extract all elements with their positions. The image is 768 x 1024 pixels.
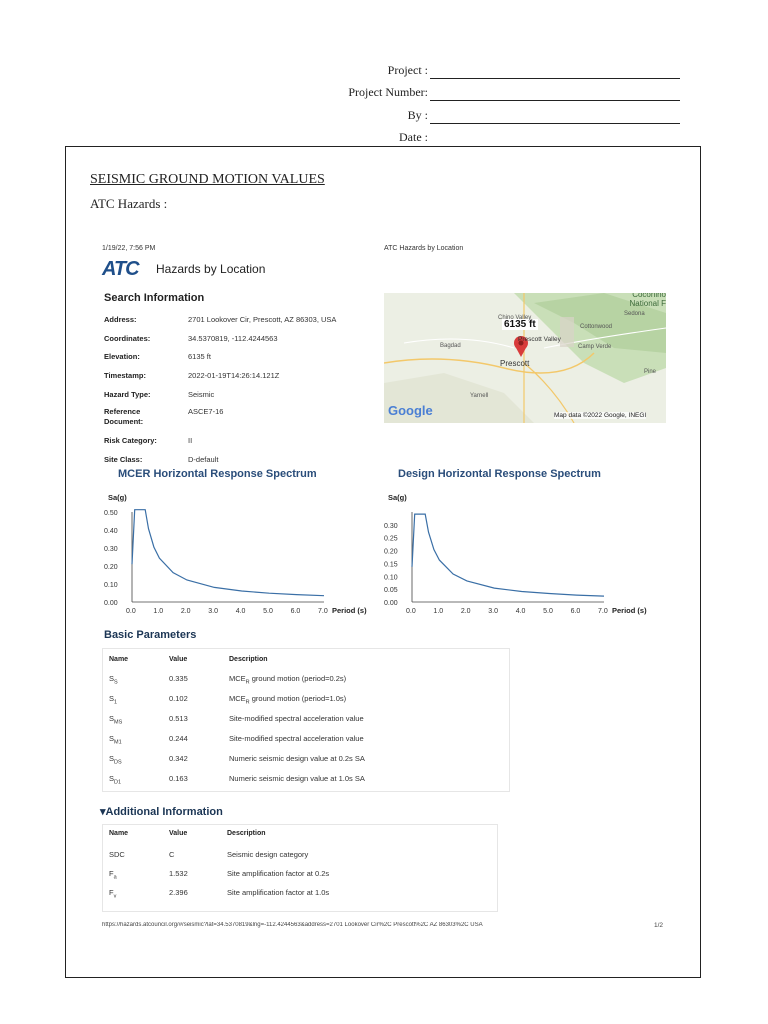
y-tick-label: 0.00 — [104, 600, 118, 607]
x-tick-label: 4.0 — [515, 608, 526, 615]
x-tick-label: 7.0 — [598, 608, 608, 615]
param-desc: Numeric seismic design value at 1.0s SA — [229, 774, 365, 783]
param-name: $F_v$ — [109, 888, 117, 900]
map-place: Bagdad — [440, 343, 461, 349]
col-header-name: Name — [109, 656, 129, 663]
design-chart-title: Design Horizontal Response Spectrum — [398, 468, 601, 480]
param-name: $F_a$ — [109, 869, 117, 881]
additional-info-toggle[interactable]: ▾Additional Information — [100, 806, 223, 818]
x-tick-label: 2.0 — [460, 608, 471, 615]
x-tick-label: 1.0 — [153, 608, 164, 615]
field-value: ASCE7-16 — [188, 407, 224, 416]
field-label: Hazard Type: — [104, 390, 151, 399]
y-tick-label: 0.15 — [384, 561, 398, 569]
report-datetime: 1/19/22, 7:56 PM — [102, 245, 156, 252]
x-tick-label: 5.0 — [263, 608, 273, 615]
footer-page-number: 1/2 — [654, 922, 664, 929]
y-tick-label: 0.05 — [384, 587, 398, 595]
param-desc: Seismic design category — [227, 850, 309, 859]
y-tick-label: 0.10 — [104, 582, 118, 589]
date-label: Date : — [399, 130, 428, 144]
param-value: 2.396 — [169, 888, 188, 897]
field-label: Elevation: — [104, 352, 140, 361]
col-header-description: Description — [229, 656, 268, 663]
y-tick-label: 0.30 — [104, 546, 118, 553]
field-label: Coordinates: — [104, 334, 151, 343]
map-place: Coconino National F — [629, 293, 666, 308]
param-desc: Site-modified spectral acceleration value — [229, 714, 364, 723]
atc-logo: ATC — [102, 258, 139, 280]
param-desc: $MCE_R$ ground motion (period=0.2s) — [229, 674, 347, 686]
param-name: $S_{MS}$ — [109, 714, 123, 726]
map-place: Prescott — [500, 359, 530, 368]
y-tick-label: 0.40 — [104, 528, 118, 535]
field-value: 2022-01-19T14:26:14.121Z — [188, 371, 280, 380]
report-page-header: ATC Hazards by Location — [384, 245, 464, 252]
mcer-chart-title: MCER Horizontal Response Spectrum — [118, 468, 317, 480]
param-value: 1.532 — [169, 869, 188, 878]
map-place: Pine — [644, 369, 657, 375]
y-tick-label: 0.30 — [384, 522, 398, 530]
param-name: $S_{M1}$ — [109, 734, 122, 746]
field-value: 34.5370819, -112.4244563 — [188, 334, 278, 343]
map-place: Camp Verde — [578, 344, 612, 350]
additional-info-table — [102, 824, 498, 912]
field-label: Risk Category: — [104, 436, 157, 445]
location-map[interactable] — [384, 293, 666, 423]
field-value: 6135 ft — [188, 352, 211, 361]
param-name: $S_{DS}$ — [109, 754, 122, 766]
param-name: SDC — [109, 850, 125, 859]
y-tick-label: 0.10 — [384, 574, 398, 582]
x-tick-label: 3.0 — [208, 608, 219, 615]
y-tick-label: 0.00 — [384, 600, 398, 607]
field-label: Site Class: — [104, 455, 143, 464]
x-axis-label: Period (s) — [612, 606, 647, 615]
x-tick-label: 0.0 — [126, 608, 136, 615]
map-place: Chino Valley — [498, 315, 532, 321]
x-tick-label: 3.0 — [488, 608, 499, 615]
map-attribution: Map data ©2022 Google, INEGI — [554, 412, 647, 419]
spectrum-line — [132, 510, 324, 596]
field-label: Timestamp: — [104, 371, 146, 380]
param-desc: $MCE_R$ ground motion (period=1.0s) — [229, 694, 347, 706]
search-info-title: Search Information — [104, 292, 205, 304]
project-number-field[interactable] — [430, 100, 680, 101]
y-axis-label: Sa(g) — [108, 493, 127, 502]
param-name: $S_S$ — [109, 674, 118, 686]
y-tick-label: 0.50 — [104, 510, 118, 517]
x-tick-label: 0.0 — [406, 608, 416, 615]
field-value: D-default — [188, 455, 219, 464]
param-desc: Site amplification factor at 1.0s — [227, 888, 330, 897]
y-tick-label: 0.20 — [384, 548, 398, 556]
param-value: 0.244 — [169, 734, 188, 743]
spectrum-line — [412, 514, 604, 596]
by-field[interactable] — [430, 123, 680, 124]
y-axis-label: Sa(g) — [388, 493, 407, 502]
y-tick-label: 0.25 — [384, 535, 398, 543]
param-value: 0.163 — [169, 774, 188, 783]
project-field[interactable] — [430, 78, 680, 79]
footer-url[interactable]: https://hazards.atcouncil.org/#/seismic?lat=34.5370819&lng=-112.4244563&address=2701 Lookover Cir%2C Prescott%2C AZ 86303%2C USA — [102, 922, 483, 928]
param-name: $S_1$ — [109, 694, 118, 706]
col-header-name: Name — [109, 830, 129, 837]
design-chart — [376, 488, 666, 618]
y-tick-label: 0.20 — [104, 564, 118, 571]
param-value: C — [169, 850, 175, 859]
col-header-value: Value — [169, 656, 188, 663]
google-logo: Google — [388, 403, 433, 418]
x-axis-label: Period (s) — [332, 606, 367, 615]
x-tick-label: 7.0 — [318, 608, 328, 615]
map-elevation-label: 6135 ft — [504, 319, 536, 330]
col-header-value: Value — [169, 830, 188, 837]
field-value: Seismic — [188, 390, 215, 399]
field-label: Address: — [104, 315, 137, 324]
doc-subtitle: ATC Hazards : — [90, 196, 168, 211]
field-label: Reference Document: — [104, 407, 144, 426]
map-place: Prescott Valley — [518, 336, 561, 343]
mcer-chart — [96, 488, 386, 618]
logo-caption: Hazards by Location — [156, 262, 266, 276]
doc-title: SEISMIC GROUND MOTION VALUES — [90, 172, 325, 187]
x-tick-label: 5.0 — [543, 608, 553, 615]
field-value: II — [188, 436, 193, 445]
map-place: Yarnell — [470, 393, 489, 399]
x-tick-label: 6.0 — [290, 608, 301, 615]
x-tick-label: 1.0 — [433, 608, 444, 615]
col-header-description: Description — [227, 830, 266, 837]
map-place: Sedona — [624, 311, 645, 317]
param-desc: Site amplification factor at 0.2s — [227, 869, 330, 878]
param-desc: Site-modified spectral acceleration value — [229, 734, 364, 743]
map-place: Cottonwood — [580, 324, 613, 330]
field-value: 2701 Lookover Cir, Prescott, AZ 86303, USA — [188, 315, 337, 324]
param-desc: Numeric seismic design value at 0.2s SA — [229, 754, 365, 763]
project-number-label: Project Number: — [348, 85, 428, 99]
x-tick-label: 2.0 — [180, 608, 191, 615]
basic-params-table — [102, 648, 510, 792]
param-value: 0.102 — [169, 694, 188, 703]
x-tick-label: 4.0 — [235, 608, 246, 615]
basic-params-title: Basic Parameters — [104, 629, 197, 641]
param-value: 0.513 — [169, 714, 188, 723]
x-tick-label: 6.0 — [570, 608, 581, 615]
project-label: Project : — [387, 63, 428, 77]
param-value: 0.335 — [169, 674, 188, 683]
param-value: 0.342 — [169, 754, 188, 763]
param-name: $S_{D1}$ — [109, 774, 122, 786]
by-label: By : — [407, 108, 428, 122]
